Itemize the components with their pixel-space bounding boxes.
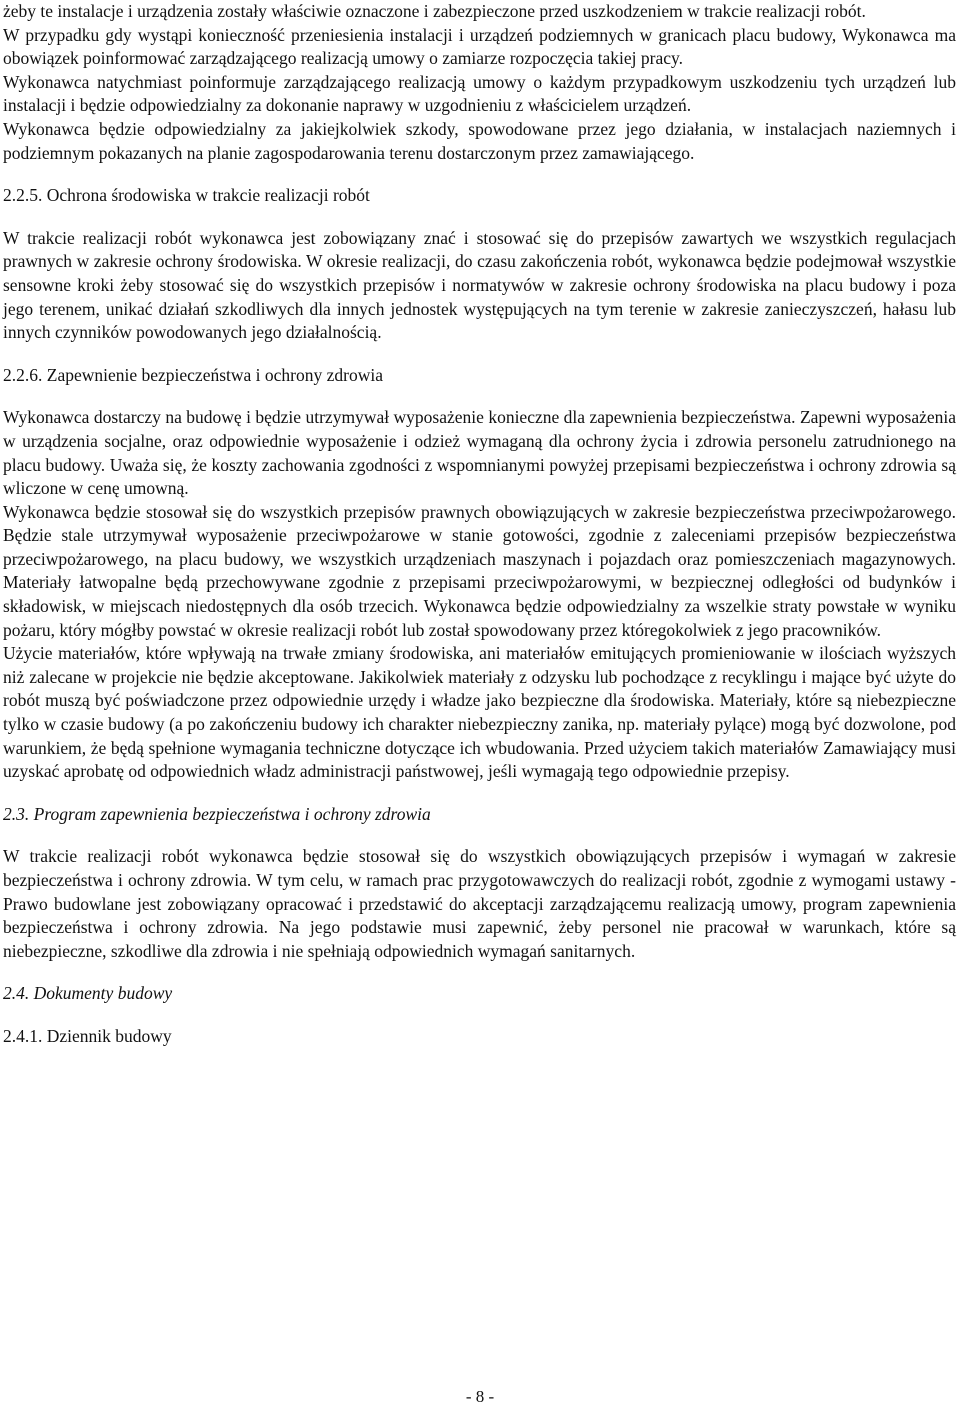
paragraph: żeby te instalacje i urządzenia zostały właściwie oznaczone i zabezpieczone przed uszkodzeniem w trakcie realizacji robót. bbox=[3, 1, 866, 21]
page-number: - 8 - bbox=[465, 1387, 495, 1406]
section-heading-2-2-6: 2.2.6. Zapewnienie bezpieczeństwa i ochrony zdrowia bbox=[3, 364, 383, 385]
section-heading-2-4-1: 2.4.1. Dziennik budowy bbox=[3, 1025, 172, 1046]
paragraph: Wykonawca będzie stosował się do wszystkich przepisów prawnych obowiązujących w zakresie bezpieczeństwa przeciwpożarowego. Będzie stale utrzymywał wyposażenie przeciwpożarowe w stanie gotowości, zgodnie z zaleceniami przepisów bezpieczeństwa przeciwpożarowego, na placu budowy, we wszystkich urządzeniach maszynach i pojazdach oraz pomieszczeniach magazynowych. Materiały łatwopalne będą przechowywane zgodnie z przepisami przeciwpożarowymi, w bezpiecznej odległości od budynków i składowisk, w miejscach niedostępnych dla osób trzecich. Wykonawca będzie odpowiedzialny za wszelkie straty powstałe w wyniku pożaru, który mógłby powstać w okresie realizacji robót lub został spowodowany przez któregokolwiek z jego pracowników. bbox=[3, 501, 956, 640]
paragraph: W trakcie realizacji robót wykonawca jest zobowiązany znać i stosować się do przepisów zawartych we wszystkich regulacjach prawnych w zakresie ochrony środowiska. W okresie realizacji, do czasu zakończenia robót, wykonawca będzie podejmował wszystkie sensowne kroki żeby stosować się do wszystkich przepisów i normatywów w zakresie ochrony środowiska na placu budowy i poza jego terenem, unikać działań szkodliwych dla innych jednostek występujących na tym terenie w zakresie zanieczyszczeń, hałasu lub innych czynników powodowanych jego działalnością. bbox=[3, 227, 956, 343]
paragraph: Wykonawca natychmiast poinformuje zarządzającego realizacją umowy o każdym przypadkowym uszkodzeniu tych urządzeń lub instalacji i będzie odpowiedzialny za dokonanie naprawy w uzgodnieniu z właścicielem urządzeń. bbox=[3, 71, 956, 116]
paragraph: Wykonawca dostarczy na budowę i będzie utrzymywał wyposażenie konieczne dla zapewnienia bezpieczeństwa. Zapewni wyposażenia w urządzenia socjalne, oraz odpowiednie wyposażenie i odzież wymaganą dla ochrony życia i zdrowia personelu zatrudnionego na placu budowy. Uważa się, że koszty zachowania zgodności z wspomnianymi powyżej przepisami bezpieczeństwa i ochrony zdrowia są wliczone w cenę umowną. bbox=[3, 407, 956, 499]
section-heading-2-4: 2.4. Dokumenty budowy bbox=[3, 983, 173, 1004]
paragraph: Wykonawca będzie odpowiedzialny za jakiejkolwiek szkody, spowodowane przez jego działania, w instalacjach naziemnych i podziemnym pokazanych na planie zagospodarowania terenu dostarczonym przez zamawiającego. bbox=[3, 118, 956, 163]
section-heading-2-2-5: 2.2.5. Ochrona środowiska w trakcie realizacji robót bbox=[3, 185, 370, 206]
paragraph: W trakcie realizacji robót wykonawca będzie stosował się do wszystkich obowiązujących przepisów i wymagań w zakresie bezpieczeństwa i ochrony zdrowia. W tym celu, w ramach prac przygotowawczych do realizacji robót, zgodnie z wymogami ustawy - Prawo budowlane jest zobowiązany opracować i przedstawić do akceptacji zarządzającemu realizacją umowy, program zapewnienia bezpieczeństwa i ochrony zdrowia. Na jego podstawie musi zapewnić, żeby personel nie pracował w warunkach, które są niebezpieczne, szkodliwe dla zdrowia i nie spełniają odpowiednich wymagań sanitarnych. bbox=[3, 846, 956, 961]
paragraph: W przypadku gdy wystąpi konieczność przeniesienia instalacji i urządzeń podziemnych w granicach placu budowy, Wykonawca ma obowiązek poinformować zarządzającego realizacją umowy o zamiarze rozpoczęcia takiej pracy. bbox=[3, 24, 956, 69]
document-body bbox=[3, 0, 956, 1049]
paragraph: Użycie materiałów, które wpływają na trwałe zmiany środowiska, ani materiałów emitujących promieniowanie w ilościach wyższych niż zalecane w projekcie nie będzie akceptowane. Jakikolwiek materiały z odzysku lub pochodzące z recyklingu i mające być użyte do robót muszą być poświadczone przez odpowiednie urzędy i władze jako bezpieczne dla środowiska. Materiały, które są niebezpieczne tylko w czasie budowy (a po zakończeniu budowy ich charakter niebezpieczny zanika, np. materiały pylące) mogą być dozwolone, pod warunkiem, że będą spełnione wymagania techniczne dotyczące ich wbudowania. Przed użyciem takich materiałów Zamawiający musi uzyskać aprobatę od odpowiednich władz administracji państwowej, jeśli wymagają tego odpowiednie przepisy. bbox=[3, 643, 956, 782]
section-heading-2-3: 2.3. Program zapewnienia bezpieczeństwa i ochrony zdrowia bbox=[3, 803, 431, 824]
